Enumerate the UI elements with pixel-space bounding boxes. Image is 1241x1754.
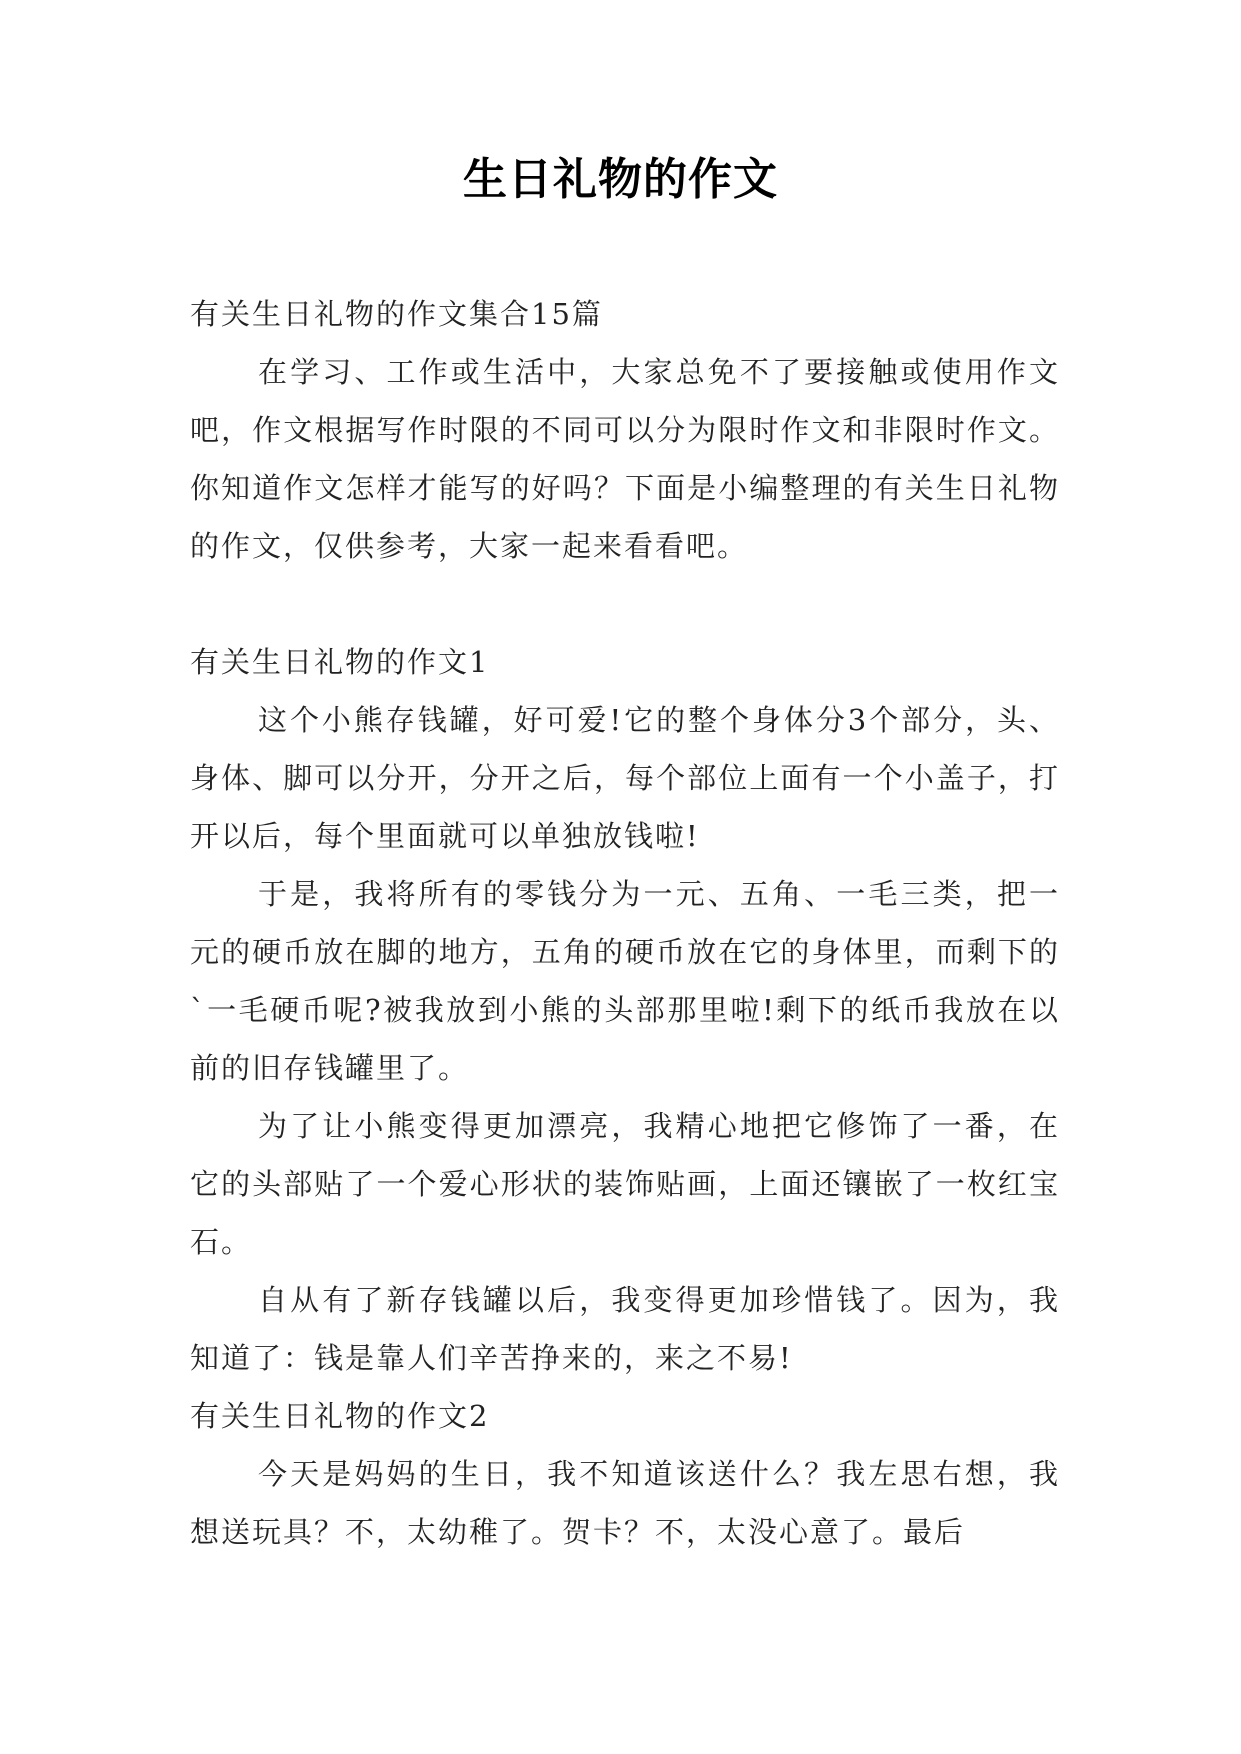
intro-paragraph: 在学习、工作或生活中，大家总免不了要接触或使用作文吧，作文根据写作时限的不同可以分为限时作文和非限时作文。你知道作文怎样才能写的好吗？下面是小编整理的有关生日礼物的作文，仅供参考，大家一起来看看吧。 [190,355,1060,563]
essay-1-paragraph-2: 于是，我将所有的零钱分为一元、五角、一毛三类，把一元的硬币放在脚的地方，五角的硬币放在它的身体里，而剩下的`一毛硬币呢?被我放到小熊的头部那里啦!剩下的纸币我放在以前的旧存钱罐里了。 [190,877,1060,1085]
essay-1-paragraph-4: 自从有了新存钱罐以后，我变得更加珍惜钱了。因为，我知道了：钱是靠人们辛苦挣来的，来之不易! [190,1283,1060,1375]
essay-2-paragraph-1: 今天是妈妈的生日，我不知道该送什么？我左思右想，我想送玩具？不，太幼稚了。贺卡？不，太没心意了。最后 [190,1457,1060,1549]
essay-1-heading: 有关生日礼物的作文1 [190,645,490,679]
document-title: 生日礼物的作文 [463,154,778,205]
essay-2-heading: 有关生日礼物的作文2 [190,1399,490,1433]
essay-1-paragraph-3: 为了让小熊变得更加漂亮，我精心地把它修饰了一番，在它的头部贴了一个爱心形状的装饰贴画，上面还镶嵌了一枚红宝石。 [190,1109,1060,1259]
section-spacer [190,575,1060,633]
document-body [190,285,1060,1561]
essay-1-paragraph-1: 这个小熊存钱罐，好可爱!它的整个身体分3个部分，头、身体、脚可以分开，分开之后，每个部位上面有一个小盖子，打开以后，每个里面就可以单独放钱啦! [190,703,1060,853]
collection-heading: 有关生日礼物的作文集合15篇 [190,297,603,331]
